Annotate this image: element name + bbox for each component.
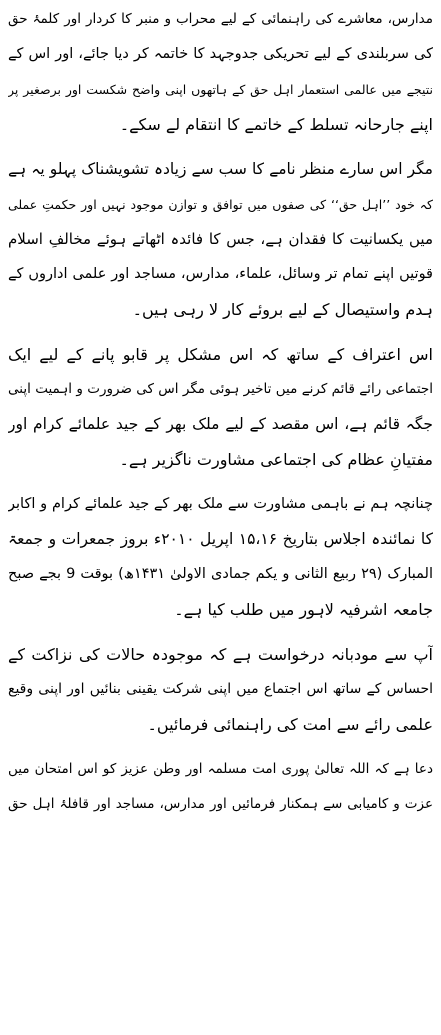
text-line: مفتیانِ عظام کی اجتماعی مشاورت ناگزیر ہے۔: [119, 450, 433, 469]
paragraph-2: [8, 152, 433, 327]
text-line: نتیجے میں عالمی استعمار اہل حق کے ہاتھوں اپنی واضح شکست اور برصغیر پر: [8, 82, 433, 97]
paragraph-gap: [8, 742, 433, 752]
text-line: المبارک (۲۹ ربیع الثانی و یکم جمادی الاولیٰ ۱۴۳۱ھ) بوقت 9 بجے صبح: [8, 566, 433, 582]
text-line: دعا ہے کہ اللہ تعالیٰ پوری امت مسلمہ اور وطن عزیز کو اس امتحان میں: [8, 761, 433, 777]
paragraph-gap: [8, 627, 433, 637]
text-line: عزت و کامیابی سے ہمکنار فرمائیں اور مدارس، مساجد اور قافلۂ اہل حق: [8, 796, 433, 812]
paragraph-6: [8, 752, 433, 822]
paragraph-3: [8, 337, 433, 477]
text-line: میں یکسانیت کا فقدان ہے، جس کا فائدہ اٹھاتے ہوئے مخالفِ اسلام: [8, 230, 433, 248]
text-line: اس اعتراف کے ساتھ کہ اس مشکل پر قابو پانے کے لیے ایک: [8, 345, 433, 364]
text-line: جگہ قائم ہے، اس مقصد کے لیے ملک بھر کے جید علمائے کرام اور: [8, 415, 433, 433]
text-line: اجتماعی رائے قائم کرنے میں تاخیر ہوئی مگر اس کی ضرورت و اہمیت اپنی: [8, 381, 433, 397]
paragraph-5: [8, 637, 433, 742]
paragraph-1: [8, 2, 433, 142]
text-line: مدارس، معاشرے کی راہنمائی کے لیے محراب و منبر کا کردار اور کلمۂ حق: [8, 11, 433, 27]
text-line: آپ سے مودبانہ درخواست ہے کہ موجودہ حالات کی نزاکت کے: [8, 645, 433, 664]
text-line: کہ خود ’’اہل حق‘‘ کی صفوں میں توافق و توازن موجود نہیں اور حکمتِ عملی: [8, 197, 433, 212]
text-line: احساس کے ساتھ اس اجتماع میں اپنی شرکت یقینی بنائیں اور اپنی وقیع: [8, 681, 433, 697]
text-line: کا نمائندہ اجلاس بتاریخ ۱۵،۱۶ اپریل ۲۰۱۰ء بروز جمعرات و جمعۃ: [8, 530, 433, 548]
text-line: ہدم واستیصال کے لیے بروئے کار لا رہی ہیں۔: [132, 300, 433, 319]
text-line: جامعہ اشرفیہ لاہور میں طلب کیا ہے۔: [174, 600, 433, 619]
text-line: کی سربلندی کے لیے تحریکی جدوجہد کا خاتمہ کر دیا جائے، اور اس کے: [8, 46, 433, 62]
paragraph-gap: [8, 327, 433, 337]
text-line: علمی رائے سے امت کی راہنمائی فرمائیں۔: [147, 715, 433, 734]
paragraph-gap: [8, 142, 433, 152]
text-line: مگر اس سارے منظر نامے کا سب سے زیادہ تشویشناک پہلو یہ ہے: [8, 160, 433, 178]
text-line: چنانچہ ہم نے باہمی مشاورت سے ملک بھر کے جید علمائے کرام و اکابر: [8, 496, 433, 512]
paragraph-gap: [8, 477, 433, 487]
text-line: اپنے جارحانہ تسلط کے خاتمے کا انتقام لے سکے۔: [119, 115, 433, 134]
paragraph-4: [8, 487, 433, 627]
text-line: قوتیں اپنے تمام تر وسائل، علماء، مدارس، مساجد اور علمی اداروں کے: [8, 266, 433, 282]
